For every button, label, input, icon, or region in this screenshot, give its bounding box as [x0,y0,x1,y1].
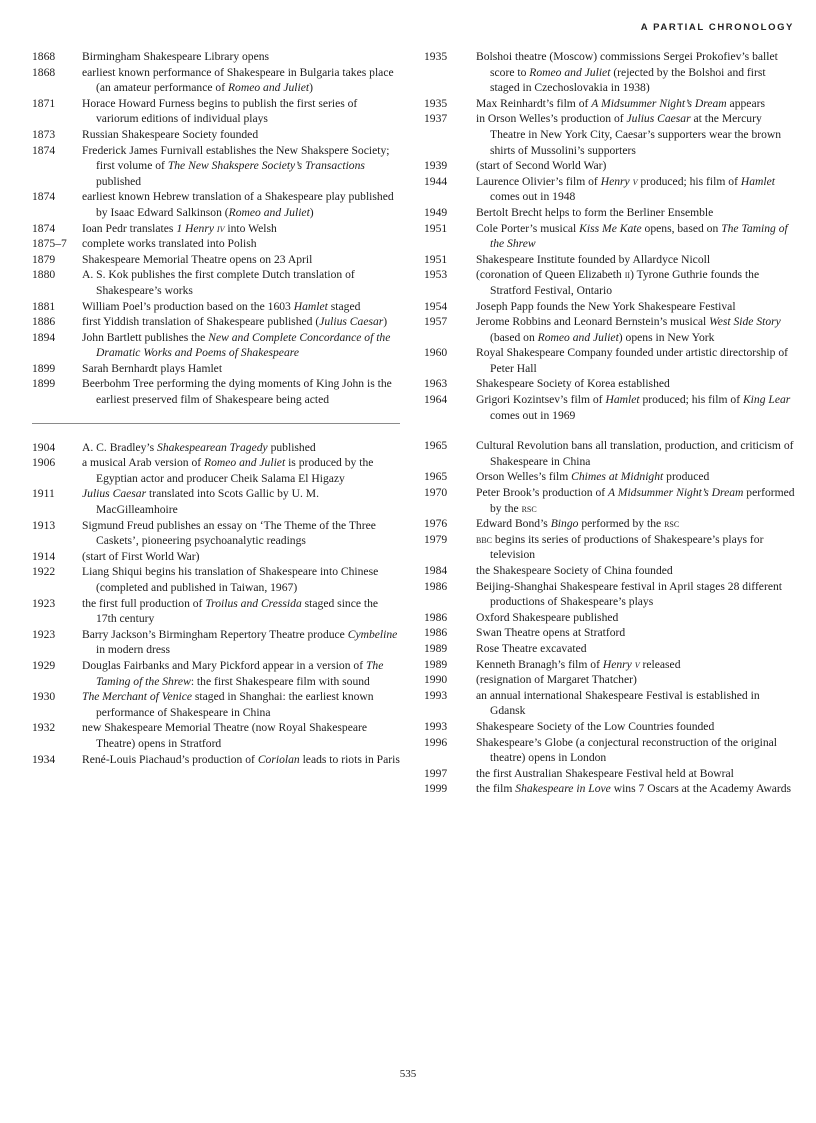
entry-text: (start of First World War) [82,549,200,563]
chronology-entry [424,532,796,563]
entry-text: Rose Theatre excavated [476,641,587,655]
chronology-entry [32,518,400,549]
entry-text: Horace Howard Furness begins to publish the first series of variorum editions of individual plays [82,96,358,126]
entry-text: Shakespeare’s Globe (a conjectural reconstruction of the original theatre) opens in London [476,735,778,765]
entry-year: 1922 [32,565,56,579]
chronology-entry [424,392,796,423]
chronology-entry [424,516,796,532]
chronology-entry [32,752,400,768]
chronology-entry [424,579,796,610]
entry-text: Bolshoi theatre (Moscow) commissions Sergei Prokofiev’s ballet score to Romeo and Juliet (rejected by the Bolshoi and first staged in Czechoslovakia in 1938) [476,50,778,95]
entry-text: Shakespeare Society of the Low Countries founded [476,719,715,733]
chronology-entry [424,719,796,735]
entry-text: a musical Arab version of Romeo and Juliet is produced by the Egyptian actor and producer Cheik Salama El Higazy [82,456,374,485]
chronology-entry [424,96,796,112]
entry-year: 1957 [424,315,448,329]
entry-text: Sarah Bernhardt plays Hamlet [82,361,223,375]
entry-year: 1986 [424,610,448,624]
entry-year: 1886 [32,315,56,329]
entry-year: 1932 [32,721,56,735]
entry-text: Shakespeare Society of Korea established [476,377,670,391]
chronology-entry [32,376,400,407]
entry-year: 1993 [424,719,448,733]
entry-text: The Merchant of Venice staged in Shanghai: the earliest known performance of Shakespeare in China [82,690,374,719]
entry-year: 1875–7 [32,237,67,251]
entry-year: 1999 [424,782,448,796]
chronology-entry [32,314,400,330]
entry-text: an annual international Shakespeare Festival is established in Gdansk [476,688,760,718]
left-column [32,49,400,767]
chronology-entry [424,610,796,626]
entry-year: 1965 [424,470,448,484]
chronology-entry [32,486,400,517]
entry-year: 1989 [424,657,448,671]
entry-year: 1997 [424,766,448,780]
entry-text: the film Shakespeare in Love wins 7 Oscars at the Academy Awards [476,782,792,796]
entry-text: complete works translated into Polish [82,237,257,251]
chronology-entry [424,485,796,516]
entry-year: 1951 [424,221,448,235]
chronology-entry [424,252,796,268]
entry-year: 1874 [32,190,56,204]
entry-text: A. C. Bradley’s Shakespearean Tragedy published [82,440,316,454]
section-divider [32,423,400,424]
entry-text: Max Reinhardt’s film of A Midsummer Night’s Dream appears [476,96,765,110]
entry-text: Oxford Shakespeare published [476,610,619,624]
entry-year: 1993 [424,688,448,702]
chronology-entry [424,688,796,719]
chronology-entry [424,205,796,221]
chronology-entry [424,641,796,657]
entry-text: first Yiddish translation of Shakespeare published (Julius Caesar) [82,315,388,329]
entry-year: 1960 [424,346,448,360]
entry-year: 1879 [32,252,56,266]
entry-year: 1923 [32,596,56,610]
entry-year: 1953 [424,268,448,282]
entry-year: 1914 [32,549,56,563]
entry-text: Ioan Pedr translates 1 Henry iv into Welsh [82,221,277,235]
entry-text: Grigori Kozintsev’s film of Hamlet produced; his film of King Lear comes out in 1969 [476,393,791,422]
entry-text: Liang Shiqui begins his translation of Shakespeare into Chinese (completed and published in Taiwan, 1967) [82,565,379,594]
entry-year: 1965 [424,439,448,453]
entry-text: Russian Shakespeare Society founded [82,127,259,141]
entry-text: Laurence Olivier’s film of Henry v produced; his film of Hamlet comes out in 1948 [476,174,775,204]
entry-year: 1929 [32,658,56,672]
entry-text: Peter Brook’s production of A Midsummer Night’s Dream performed by the rsc [476,486,795,515]
chronology-entry [32,361,400,377]
entry-text: Joseph Papp founds the New York Shakespeare Festival [476,299,736,313]
entry-year: 1880 [32,268,56,282]
entry-year: 1874 [32,221,56,235]
entry-year: 1935 [424,50,448,63]
chronology-entry [32,549,400,565]
chronology-entry [32,127,400,143]
entry-year: 1899 [32,361,56,375]
right-column [424,49,796,797]
chronology-entry [32,49,400,65]
entry-year: 1963 [424,377,448,391]
entry-text: Beijing-Shanghai Shakespeare festival in April stages 28 different productions of Shakespeare’s plays [476,579,782,609]
entry-list [32,49,400,408]
entry-year: 1899 [32,377,56,391]
chronology-entry [32,252,400,268]
entry-text: Shakespeare Memorial Theatre opens on 23 April [82,252,313,266]
entry-year: 1923 [32,627,56,641]
chronology-entry [424,345,796,376]
entry-text: earliest known Hebrew translation of a Shakespeare play published by Isaac Edward Salkinson (Romeo and Juliet) [82,190,394,219]
entry-year: 1911 [32,487,55,501]
entry-year: 1881 [32,299,56,313]
entry-text: Sigmund Freud publishes an essay on ‘The Theme of the Three Caskets’, pioneering psychoanalytic readings [82,518,376,548]
entry-text: René-Louis Piachaud’s production of Coriolan leads to riots in Paris [82,752,400,766]
chronology-entry [424,221,796,252]
entry-text: new Shakespeare Memorial Theatre (now Royal Shakespeare Theatre) opens in Stratford [82,721,368,750]
entry-year: 1951 [424,252,448,266]
chronology-entry [32,143,400,190]
entry-year: 1894 [32,330,56,344]
entry-year: 1913 [32,518,56,532]
page-number: 535 [399,1068,417,1080]
chronology-entry [424,174,796,205]
entry-year: 1904 [32,440,56,454]
chronology-entry [424,376,796,392]
entry-list [424,49,796,423]
entry-text: A. S. Kok publishes the first complete Dutch translation of Shakespeare’s works [82,268,355,297]
entry-text: Shakespeare Institute founded by Allardyce Nicoll [476,252,711,266]
entry-year: 1984 [424,564,448,577]
entry-year: 1986 [424,626,448,640]
entry-year: 1944 [424,174,448,188]
chronology-entry [32,267,400,298]
running-head: A PARTIAL CHRONOLOGY [640,22,794,33]
entry-text: Edward Bond’s Bingo performed by the rsc [476,517,680,531]
entry-text: (start of Second World War) [476,159,607,173]
chronology-entry [32,596,400,627]
chronology-entry [424,625,796,641]
entry-text: John Bartlett publishes the New and Complete Concordance of the Dramatic Works and Poems of Shakespeare [82,330,391,360]
entry-text: earliest known performance of Shakespeare in Bulgaria takes place (an amateur performance of Romeo and Juliet) [82,65,394,95]
entry-text: bbc begins its series of productions of Shakespeare’s plays for television [476,532,764,562]
entry-list [32,440,400,767]
chronology-entry [424,438,796,469]
entry-text: Kenneth Branagh’s film of Henry v released [476,657,681,671]
chronology-entry [32,236,400,252]
entry-text: the first full production of Troilus and Cressida staged since the 17th century [82,596,379,626]
chronology-entry [424,672,796,688]
chronology-entry [424,267,796,298]
entry-text: the first Australian Shakespeare Festival held at Bowral [476,766,734,780]
entry-text: (coronation of Queen Elizabeth ii) Tyrone Guthrie founds the Stratford Festival, Ontario [476,268,760,297]
chronology-entry [32,627,400,658]
chronology-entry [32,330,400,361]
entry-year: 1949 [424,205,448,219]
entry-year: 1996 [424,735,448,749]
chronology-entry [424,299,796,315]
chronology-entry [32,65,400,96]
entry-text: in Orson Welles’s production of Julius Caesar at the Mercury Theatre in New York City, Caesar’s supporters wear the brown shirts of Mussolini’s supporters [476,112,782,157]
entry-year: 1990 [424,673,448,687]
chronology-entry [424,766,796,782]
chronology-entry [32,299,400,315]
entry-year: 1934 [32,752,56,766]
chronology-entry [424,563,796,579]
entry-year: 1937 [424,112,448,126]
chronology-entry [424,469,796,485]
chronology-entry [424,314,796,345]
entry-text: (resignation of Margaret Thatcher) [476,673,637,687]
chronology-entry [424,735,796,766]
entry-text: Jerome Robbins and Leonard Bernstein’s musical West Side Story (based on Romeo and Juliet) opens in New York [476,315,781,344]
entry-text: Bertolt Brecht helps to form the Berliner Ensemble [476,205,714,219]
entry-text: Swan Theatre opens at Stratford [476,626,626,640]
entry-text: Birmingham Shakespeare Library opens [82,50,270,63]
chronology-entry [32,440,400,456]
chronology-entry [424,158,796,174]
chronology-entry [424,781,796,797]
entry-year: 1935 [424,96,448,110]
entry-year: 1986 [424,579,448,593]
entry-year: 1906 [32,456,56,470]
chronology-entry [32,564,400,595]
entry-year: 1868 [32,50,56,63]
entry-year: 1970 [424,486,448,500]
chronology-entry [424,49,796,96]
entry-text: Cultural Revolution bans all translation, production, and criticism of Shakespeare in China [476,439,794,468]
chronology-entry [424,657,796,673]
entry-year: 1964 [424,393,448,407]
chronology-entry [32,658,400,689]
chronology-entry [32,96,400,127]
entry-text: the Shakespeare Society of China founded [476,564,673,577]
chronology-entry [32,221,400,237]
chronology-entry [32,455,400,486]
entry-year: 1871 [32,96,56,110]
entry-text: Barry Jackson’s Birmingham Repertory Theatre produce Cymbeline in modern dress [82,627,398,657]
chronology-entry [32,189,400,220]
entry-text: William Poel’s production based on the 1603 Hamlet staged [82,299,361,313]
entry-year: 1868 [32,65,56,79]
section-gap [424,423,796,438]
entry-text: Cole Porter’s musical Kiss Me Kate opens, based on The Taming of the Shrew [476,221,788,251]
entry-year: 1873 [32,127,56,141]
entry-year: 1979 [424,532,448,546]
chronology-entry [32,689,400,720]
entry-text: Orson Welles’s film Chimes at Midnight produced [476,470,710,484]
entry-list [424,438,796,797]
entry-text: Frederick James Furnivall establishes the New Shakspere Society; first volume of The New Shakspere Society’s Transactions published [82,143,390,188]
chronology-entry [424,111,796,158]
entry-year: 1930 [32,690,56,704]
entry-text: Royal Shakespeare Company founded under artistic directorship of Peter Hall [476,346,788,375]
entry-year: 1976 [424,517,448,531]
entry-year: 1954 [424,299,448,313]
chronology-entry [32,720,400,751]
entry-year: 1939 [424,159,448,173]
entry-text: Beerbohm Tree performing the dying moments of King John is the earliest preserved film of Shakespeare being acted [82,377,392,407]
entry-year: 1874 [32,143,56,157]
entry-text: Douglas Fairbanks and Mary Pickford appear in a version of The Taming of the Shrew: the first Shakespeare film with sound [82,658,384,688]
entry-year: 1989 [424,641,448,655]
entry-text: Julius Caesar translated into Scots Gallic by U. M. MacGilleamhoire [82,487,320,517]
